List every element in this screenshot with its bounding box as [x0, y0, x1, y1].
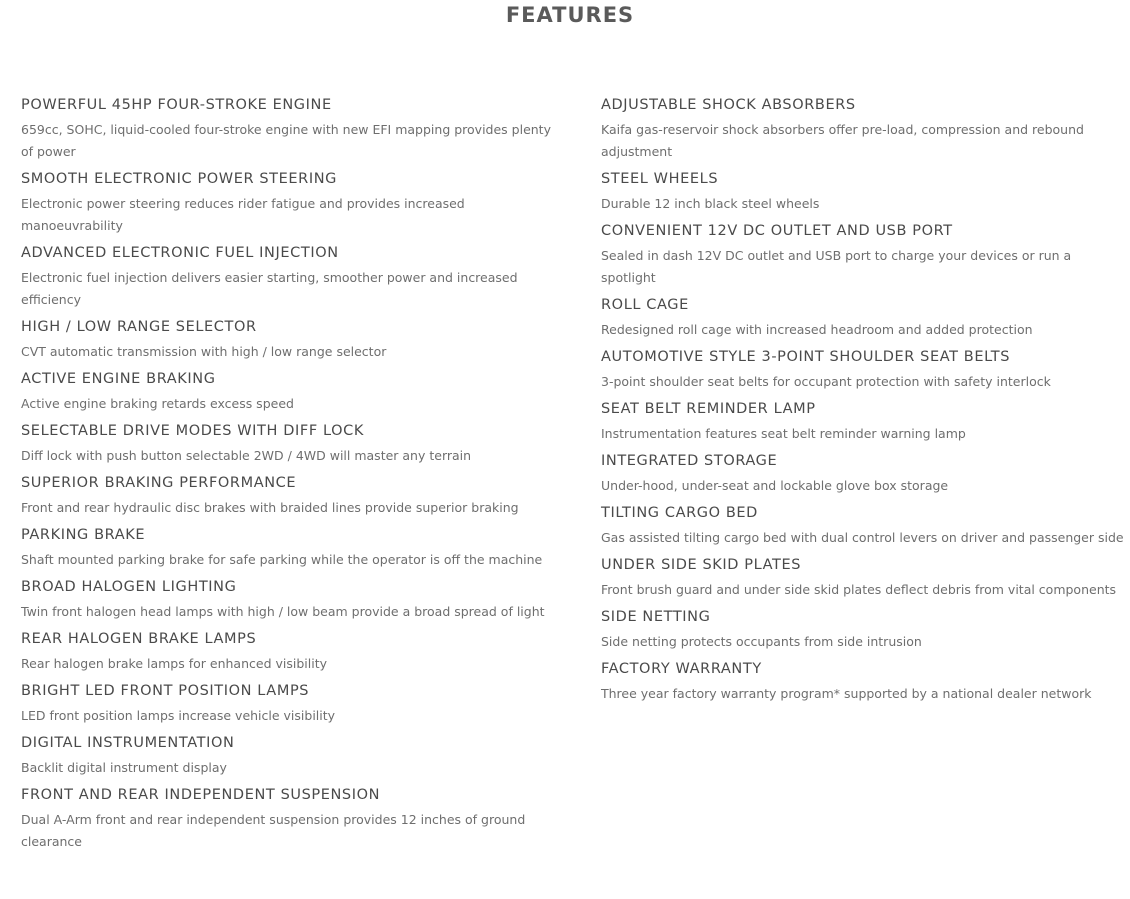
feature-description: Front brush guard and under side skid plates deflect debris from vital components — [601, 582, 1117, 597]
feature-title: STEEL WHEELS — [601, 171, 719, 187]
features-left-column — [21, 94, 551, 858]
feature-description: Kaifa gas-reservoir shock absorbers offer pre-load, compression and rebound adjustment — [601, 122, 1084, 159]
feature-description: Sealed in dash 12V DC outlet and USB port to charge your devices or run a spotlight — [601, 248, 1072, 285]
feature-item — [601, 554, 1126, 601]
feature-item — [21, 316, 551, 363]
page-title: FEATURES — [505, 3, 635, 27]
feature-item — [21, 168, 551, 237]
feature-description: Under-hood, under-seat and lockable glove box storage — [601, 478, 949, 493]
feature-item — [21, 94, 551, 163]
feature-description: Backlit digital instrument display — [21, 760, 227, 775]
feature-description: Durable 12 inch black steel wheels — [601, 196, 820, 211]
feature-description: Gas assisted tilting cargo bed with dual control levers on driver and passenger side — [601, 530, 1124, 545]
feature-title: ADJUSTABLE SHOCK ABSORBERS — [601, 97, 856, 113]
feature-item — [21, 472, 551, 519]
feature-description: Twin front halogen head lamps with high / low beam provide a broad spread of light — [21, 604, 545, 619]
feature-title: SMOOTH ELECTRONIC POWER STEERING — [21, 171, 337, 187]
feature-description: CVT automatic transmission with high / low range selector — [21, 344, 387, 359]
feature-item — [601, 606, 1126, 653]
feature-description: LED front position lamps increase vehicle visibility — [21, 708, 336, 723]
features-right-column — [601, 94, 1126, 710]
feature-title: PARKING BRAKE — [21, 527, 146, 543]
feature-item — [601, 398, 1126, 445]
feature-item — [601, 294, 1126, 341]
feature-title: FRONT AND REAR INDEPENDENT SUSPENSION — [21, 787, 381, 803]
feature-item — [601, 658, 1126, 705]
feature-item — [21, 576, 551, 623]
feature-title: ADVANCED ELECTRONIC FUEL INJECTION — [21, 245, 339, 261]
feature-item — [21, 732, 551, 779]
feature-item — [601, 346, 1126, 393]
feature-title: ACTIVE ENGINE BRAKING — [21, 371, 216, 387]
feature-item — [601, 220, 1126, 289]
feature-title: TILTING CARGO BED — [601, 505, 758, 521]
feature-title: ROLL CAGE — [601, 297, 689, 313]
feature-description: Side netting protects occupants from side intrusion — [601, 634, 922, 649]
feature-title: HIGH / LOW RANGE SELECTOR — [21, 319, 257, 335]
feature-description: 3-point shoulder seat belts for occupant protection with safety interlock — [601, 374, 1051, 389]
feature-title: CONVENIENT 12V DC OUTLET AND USB PORT — [601, 223, 953, 239]
feature-description: Dual A-Arm front and rear independent suspension provides 12 inches of ground clearance — [21, 812, 526, 849]
feature-description: Diff lock with push button selectable 2WD / 4WD will master any terrain — [21, 448, 472, 463]
feature-item — [21, 680, 551, 727]
feature-item — [21, 368, 551, 415]
feature-description: Rear halogen brake lamps for enhanced visibility — [21, 656, 327, 671]
feature-item — [601, 168, 1126, 215]
feature-description: Three year factory warranty program* supported by a national dealer network — [601, 686, 1092, 701]
feature-description: Instrumentation features seat belt reminder warning lamp — [601, 426, 966, 441]
feature-title: BRIGHT LED FRONT POSITION LAMPS — [21, 683, 310, 699]
feature-description: Front and rear hydraulic disc brakes with braided lines provide superior braking — [21, 500, 519, 515]
feature-item — [21, 242, 551, 311]
feature-description: Electronic power steering reduces rider fatigue and provides increased manoeuvrability — [21, 196, 465, 233]
feature-title: BROAD HALOGEN LIGHTING — [21, 579, 237, 595]
feature-item — [21, 420, 551, 467]
feature-description: Redesigned roll cage with increased headroom and added protection — [601, 322, 1033, 337]
feature-item — [21, 524, 551, 571]
feature-description: Active engine braking retards excess speed — [21, 396, 294, 411]
feature-item — [21, 628, 551, 675]
feature-item — [601, 502, 1126, 549]
feature-item — [601, 94, 1126, 163]
feature-description: Shaft mounted parking brake for safe parking while the operator is off the machine — [21, 552, 543, 567]
feature-item — [601, 450, 1126, 497]
feature-title: INTEGRATED STORAGE — [601, 453, 778, 469]
feature-title: SUPERIOR BRAKING PERFORMANCE — [21, 475, 297, 491]
feature-title: REAR HALOGEN BRAKE LAMPS — [21, 631, 257, 647]
feature-title: FACTORY WARRANTY — [601, 661, 762, 677]
feature-title: UNDER SIDE SKID PLATES — [601, 557, 802, 573]
feature-description: 659cc, SOHC, liquid-cooled four-stroke engine with new EFI mapping provides plenty of power — [21, 122, 551, 159]
feature-title: POWERFUL 45HP FOUR-STROKE ENGINE — [21, 97, 332, 113]
feature-description: Electronic fuel injection delivers easier starting, smoother power and increased efficiency — [21, 270, 518, 307]
feature-title: SIDE NETTING — [601, 609, 711, 625]
feature-title: SEAT BELT REMINDER LAMP — [601, 401, 816, 417]
feature-item — [21, 784, 551, 853]
feature-title: AUTOMOTIVE STYLE 3-POINT SHOULDER SEAT BELTS — [601, 349, 1011, 365]
feature-title: SELECTABLE DRIVE MODES WITH DIFF LOCK — [21, 423, 364, 439]
feature-title: DIGITAL INSTRUMENTATION — [21, 735, 235, 751]
